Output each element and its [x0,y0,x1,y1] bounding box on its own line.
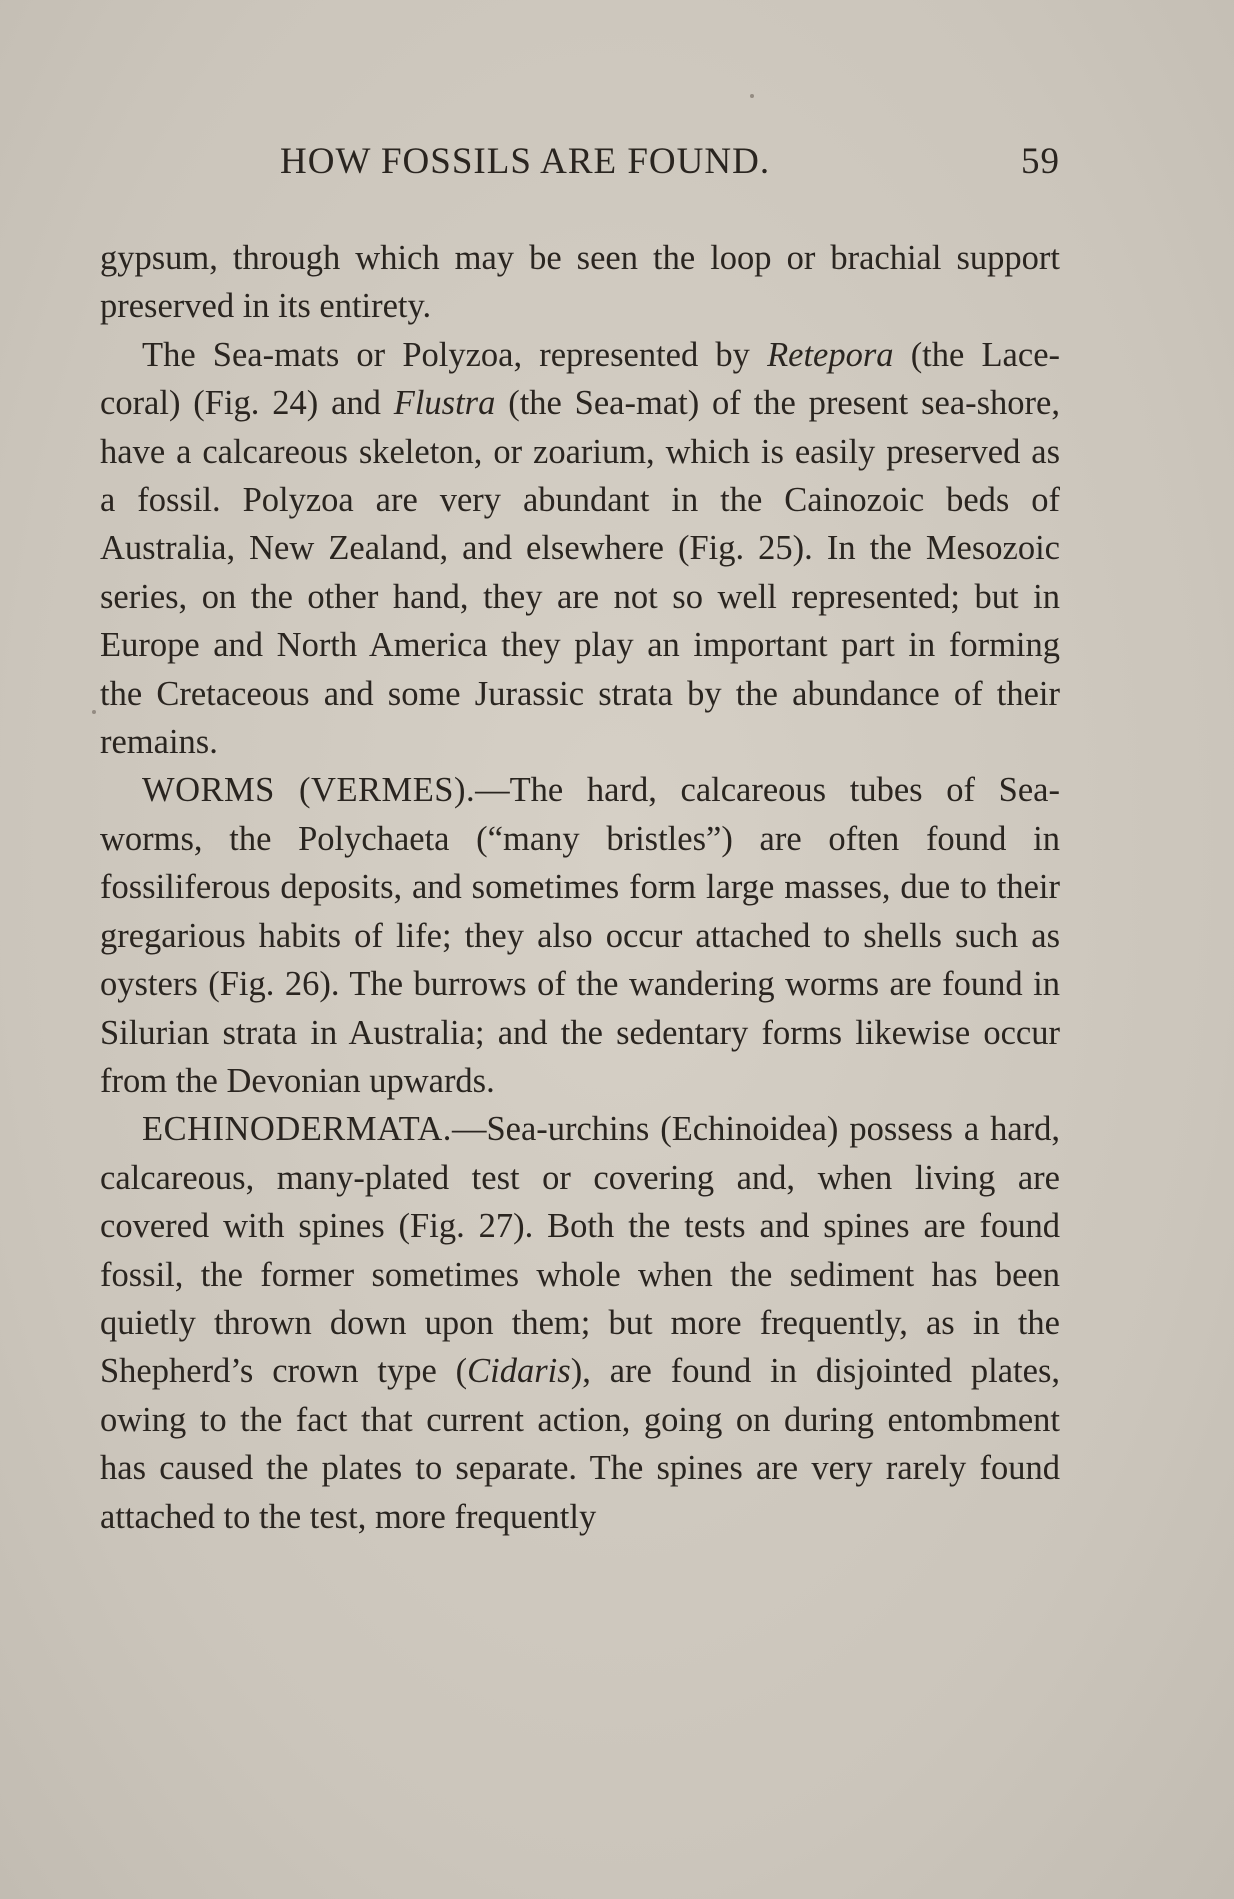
genus-name: Flustra [393,384,496,423]
genus-name: Retepora [767,335,894,374]
running-title: HOW FOSSILS ARE FOUND. [280,141,771,182]
body-text [100,234,1060,1541]
paragraph-polyzoa [100,331,1060,767]
paragraph-brachiopod-continuation [100,234,1060,331]
page-number: 59 [1021,141,1060,182]
paragraph-text: (the Sea-mat) of the present sea-shore, have a calcareous skeleton, or zoarium, which is easily preserved as a fossil. Polyzoa are very abundant in the Cainozoic beds of Australia, New Zealand, and elsewhere (Fig. 25). In the Mesozoic series, on the other hand, they are not so well represented; but in Europe and North America they play an important part in forming the Cretaceous and some Jurassic strata by the abundance of their remains. [100,384,1060,762]
paragraph-text: The Sea-mats or Polyzoa, represented by [142,335,768,374]
section-heading: ECHINODERMATA. [142,1110,452,1149]
paragraph-text: ), are found in disjointed plates, owing to the fact that current action, going on during entombment has caused the plates to separate. The spines are very rarely found attached to the test, more frequently [100,1352,1060,1536]
paragraph-worms [100,766,1060,1105]
paragraph-text: (the Lace-coral) (Fig. 24) and [100,335,1060,423]
book-page [100,140,1060,1541]
paragraph-text: —The hard, calcareous tubes of Sea-worms, the Polychaeta (“many bristles”) are often found in fossiliferous deposits, and sometimes form large masses, due to their gregarious habits of life; they also occur attached to shells such as oysters (Fig. 26). The burrows of the wandering worms are found in Silurian strata in Australia; and the sedentary forms likewise occur from the Devonian upwards. [100,771,1060,1100]
paragraph-echinodermata [100,1105,1060,1541]
paragraph-text: —Sea-urchins (Echinoidea) possess a hard, calcareous, many-plated test or covering and, when living are covered with spines (Fig. 27). Both the tests and spines are found fossil, the former sometimes whole when the sediment has been quietly thrown down upon them; but more frequently, as in the Shepherd’s crown type ( [100,1110,1060,1391]
paper-speck [750,94,754,98]
paragraph-text: gypsum, through which may be seen the loop or brachial support preserved in its entirety. [100,239,1060,326]
section-heading: WORMS (VERMES). [142,771,476,810]
genus-name: Cidaris [467,1352,571,1391]
running-header [100,140,1060,192]
paper-speck [92,710,96,714]
